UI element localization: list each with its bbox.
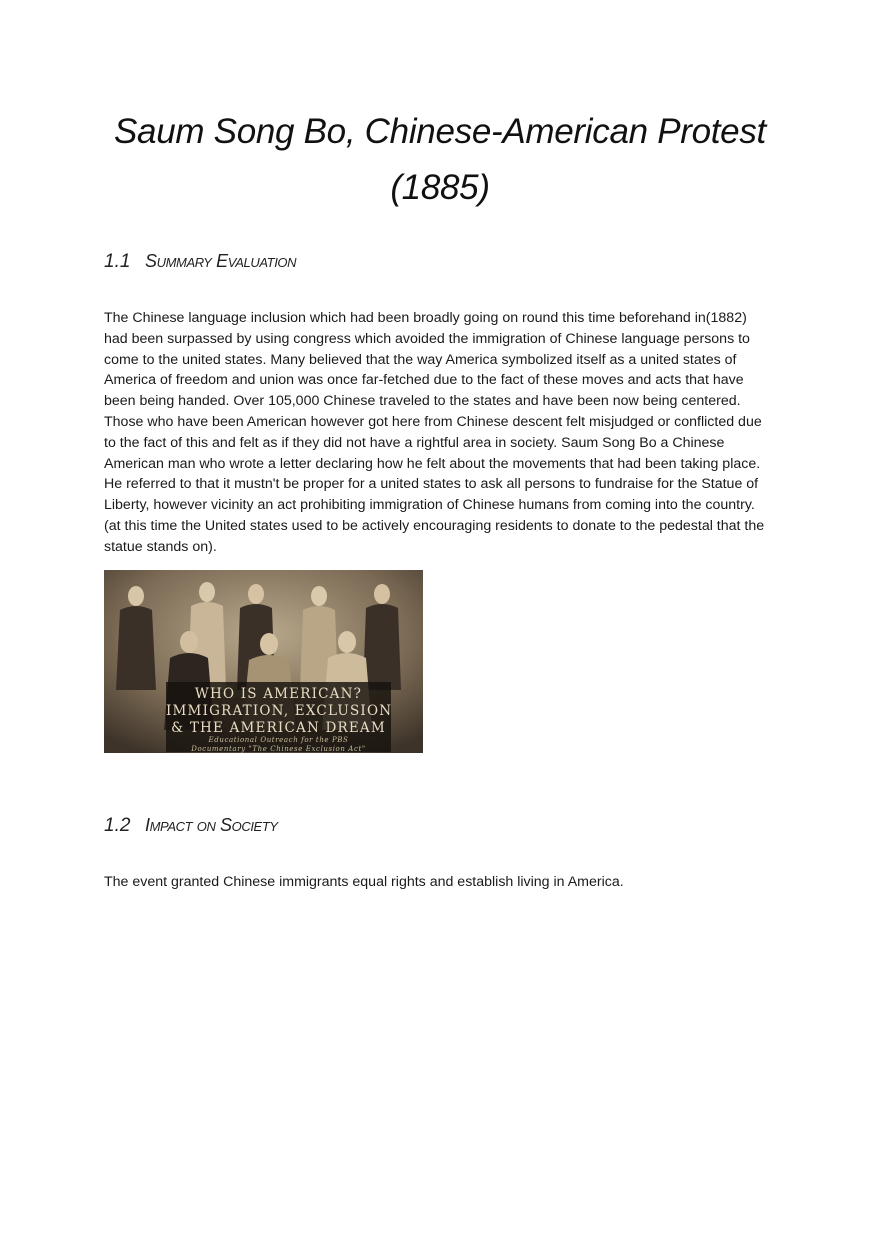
- caption-line: & THE AMERICAN DREAM: [171, 720, 386, 736]
- document-title: Saum Song Bo, Chinese-American Protest (1885): [114, 112, 766, 207]
- documentary-photo: [104, 570, 423, 753]
- caption-line: IMMIGRATION, EXCLUSION: [166, 703, 393, 719]
- section-heading-impact: [104, 815, 278, 837]
- summary-paragraph: The Chinese language inclusion which had been broadly going on round this time beforehand in(1882) had been surpassed by using congress which avoided the immigration of Chinese language persons to come to the united states. Many believed that the way America symbolized itself as a united states of America of freedom and union was once far-fetched due to the fact of these moves and acts that have been being handed. Over 105,000 Chinese traveled to the states and have been now being centered. Those who have been American however got here from Chinese descent felt misjudged or conflicted due to the fact of this and felt as if they did not have a rightful area in society. Saum Song Bo a Chinese American man who wrote a letter declaring how he felt about the movements that had been taking place. He referred to that it mustn't be proper for a united states to ask all persons to fundraise for the Statue of Liberty, however vicinity an act prohibiting immigration of Chinese humans from coming into the country. (at this time the United states used to be actively encouraging residents to donate to the pedestal that the statue stands on).: [104, 310, 765, 555]
- subcaption-line: Educational Outreach for the PBS: [208, 736, 349, 744]
- impact-paragraph: The event granted Chinese immigrants equal rights and establish living in America.: [104, 874, 624, 890]
- caption-line: WHO IS AMERICAN?: [194, 686, 363, 702]
- section-title: Impact on Society: [145, 815, 278, 835]
- section-number: 1.2: [104, 815, 131, 836]
- subcaption-line: Documentary "The Chinese Exclusion Act": [191, 745, 366, 753]
- section-heading-summary: [104, 251, 296, 273]
- section-number: 1.1: [104, 251, 131, 272]
- section-title: Summary Evaluation: [145, 251, 297, 271]
